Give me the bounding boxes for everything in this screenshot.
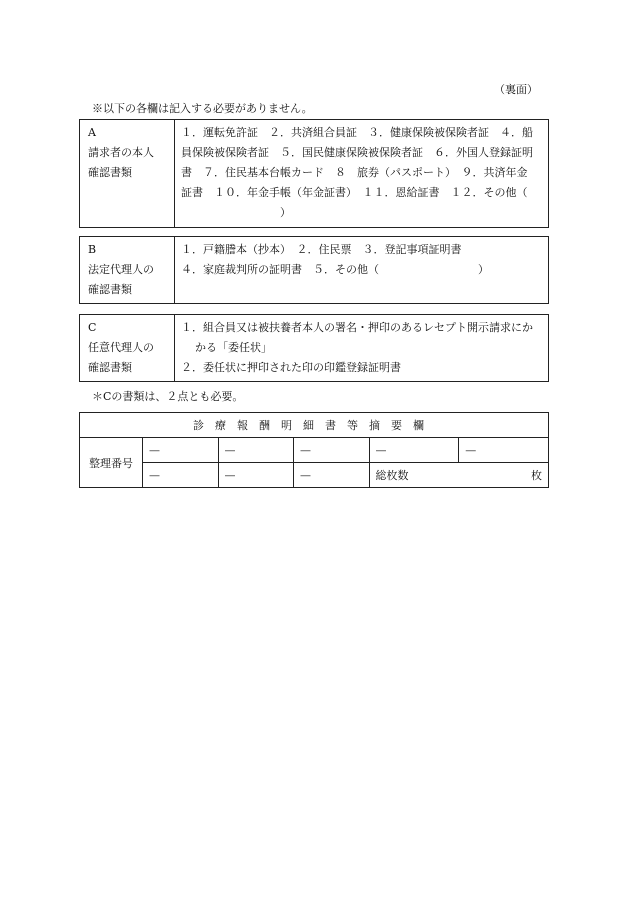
section-a-line: 証書 １０．年金手帳（年金証書） １１．恩給証書 １２．その他（: [181, 186, 528, 199]
section-a-table: [79, 119, 549, 228]
dash: —: [300, 468, 312, 482]
total-sheets-unit: 枚: [531, 469, 542, 482]
section-c-docs: [175, 315, 549, 382]
section-a-heading: [80, 120, 175, 228]
dash: —: [149, 468, 160, 482]
section-b-title-2: 確認書類: [88, 283, 132, 296]
total-sheets-cell[interactable]: [369, 463, 548, 488]
reg-number-cell[interactable]: [294, 438, 370, 463]
section-b-title-1: 法定代理人の: [88, 263, 154, 276]
dash: —: [224, 468, 236, 482]
summary-table: [79, 412, 549, 488]
section-a-line: ）: [181, 206, 291, 219]
dash: —: [149, 443, 160, 457]
section-c-line: ２．委任状に押印された印の印鑑登録証明書: [181, 361, 401, 374]
reg-number-cell[interactable]: [143, 438, 219, 463]
section-b-line: １．戸籍謄本（抄本） ２．住民票 ３．登記事項証明書: [181, 243, 462, 256]
section-c-line: かる「委任状」: [195, 341, 272, 354]
section-a-line: 書 ７．住民基本台帳カード ８ 旅券（パスポート） ９．共済年金: [181, 166, 528, 179]
note-not-required: ※以下の各欄は記入する必要がありません。: [92, 102, 313, 115]
note-c-both-required: ＊Cの書類は、２点とも必要。: [92, 390, 244, 403]
section-a-letter: A: [88, 126, 96, 139]
section-c-line: １．組合員又は被扶養者本人の署名・押印のあるレセプト開示請求にか: [181, 321, 533, 334]
reg-number-cell[interactable]: [369, 438, 459, 463]
total-sheets-label: 総枚数: [375, 469, 409, 482]
reg-number-cell[interactable]: [294, 463, 370, 488]
dash: —: [375, 443, 387, 457]
section-c-heading: [80, 315, 175, 382]
section-b-line: ４．家庭裁判所の証明書 ５．その他（ ）: [181, 263, 489, 276]
section-c-letter: C: [88, 321, 97, 334]
section-a-title-2: 確認書類: [88, 166, 132, 179]
page-side-label: （裏面）: [494, 83, 538, 96]
summary-title: 診療報酬明細書等摘要欄: [80, 413, 549, 438]
dash: —: [300, 443, 312, 457]
reg-number-cell[interactable]: [459, 438, 549, 463]
reg-number-label: 整理番号: [80, 438, 143, 488]
dash: —: [465, 443, 477, 457]
section-a-line: １．運転免許証 ２．共済組合員証 ３．健康保険被保険者証 ４．船: [181, 126, 533, 139]
section-c-table: [79, 314, 549, 382]
reg-number-cell[interactable]: [218, 438, 294, 463]
section-b-docs: [175, 237, 549, 304]
section-b-letter: B: [88, 243, 97, 256]
section-a-title-1: 請求者の本人: [88, 146, 154, 159]
reg-number-cell[interactable]: [218, 463, 294, 488]
section-c-title-2: 確認書類: [88, 361, 132, 374]
section-b-table: [79, 236, 549, 304]
section-a-line: 員保険被保険者証 ５．国民健康保険被保険者証 ６．外国人登録証明: [181, 146, 533, 159]
section-a-docs: [175, 120, 549, 228]
dash: —: [224, 443, 236, 457]
reg-number-cell[interactable]: [143, 463, 219, 488]
section-b-heading: [80, 237, 175, 304]
section-c-title-1: 任意代理人の: [88, 341, 154, 354]
